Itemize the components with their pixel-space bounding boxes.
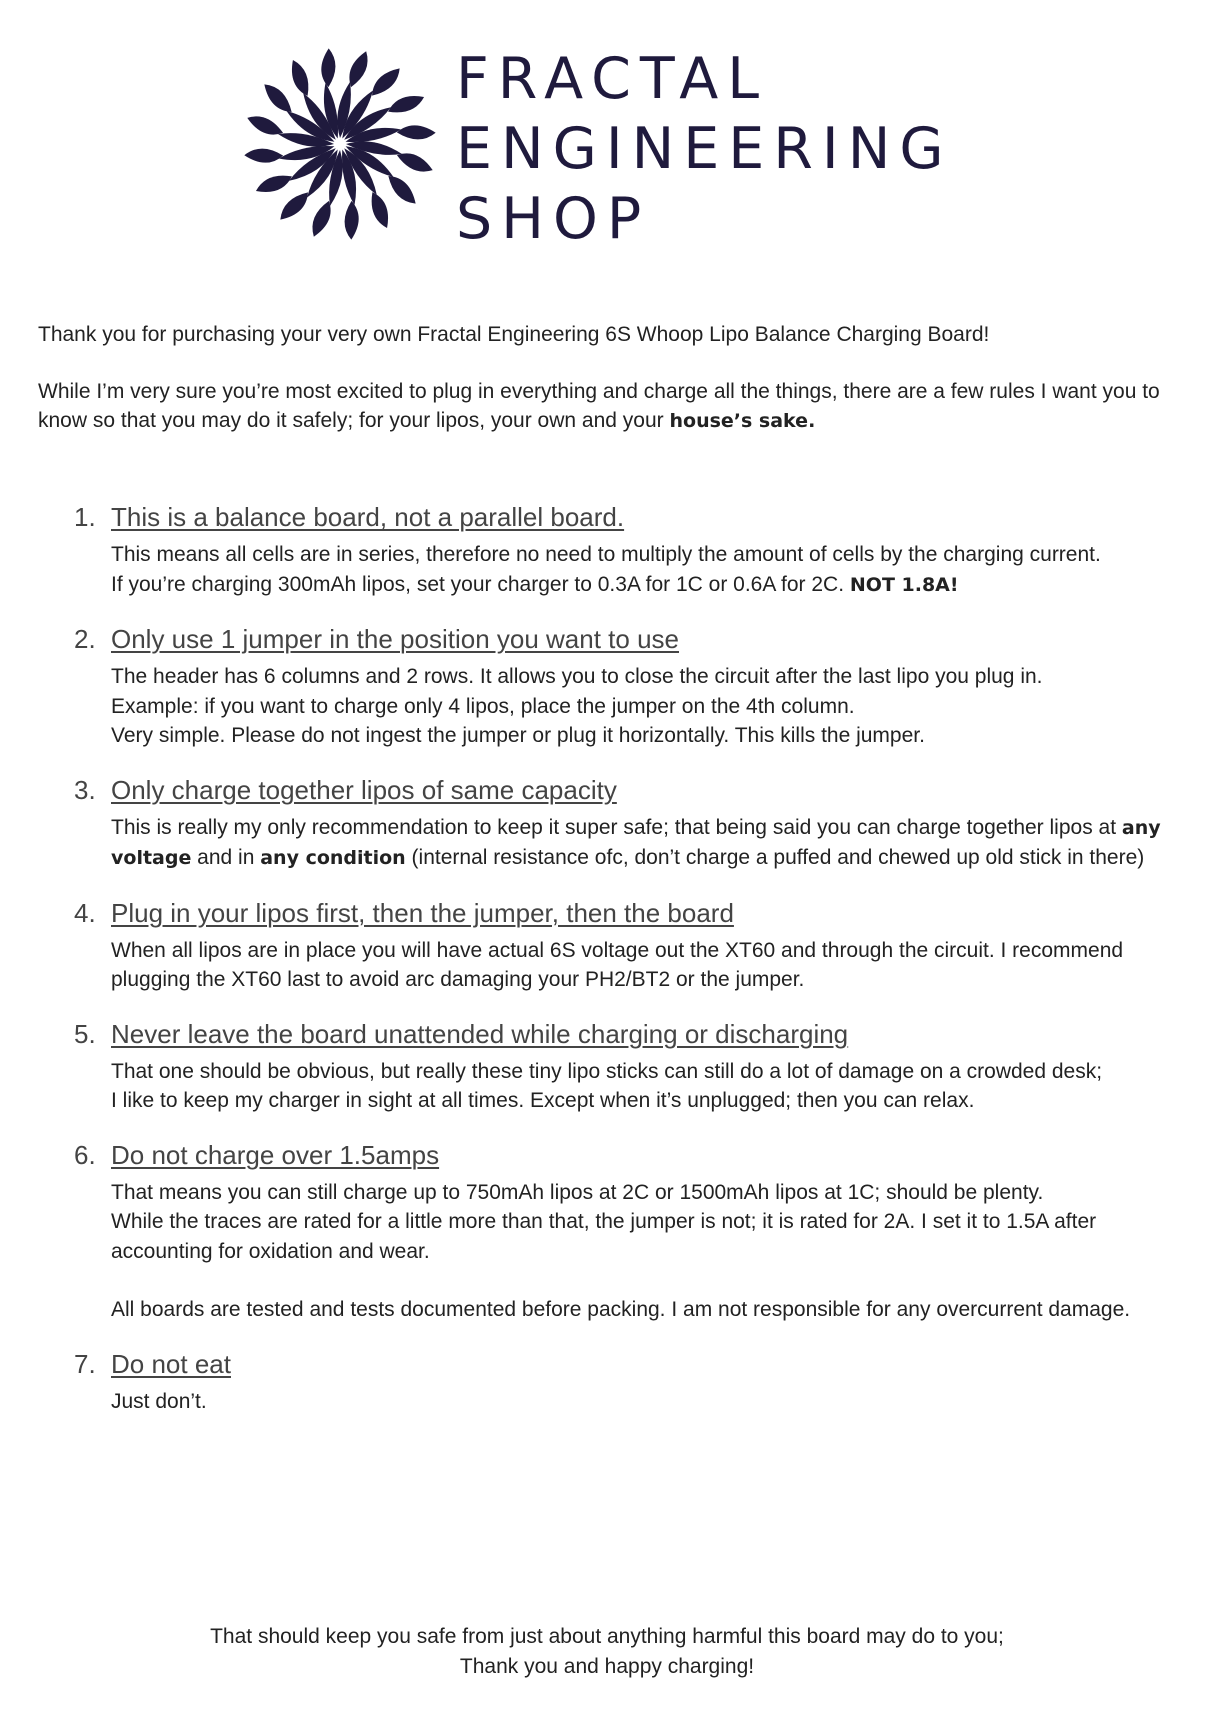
rule-title: Plug in your lipos first, then the jumper, then the board [111,897,734,928]
logo-petal [382,173,422,207]
logo-wordmark [456,44,953,254]
rule-body: When all lipos are in place you will have actual 6S voltage out the XT60 and through the circuit. I recommend plugging the XT60 last to avoid arc damaging your PH2/BT2 or the jumper. [111,938,1124,991]
rule-2 [38,622,1188,751]
rule-number: 7. [74,1348,96,1379]
rule-title: Only use 1 jumper in the position you want to use [111,624,679,654]
intro-paragraph-2: While I’m very sure you’re most excited to plug in everything and charge all the things, there are a few rules I want you to know so that you may do it safely; for your lipos, your own and your house’s sake. [38,380,1160,432]
rule-body: This means all cells are in series, therefore no need to multiply the amount of cells by the charging current. If you’re charging 300mAh lipos, set your charger to 0.3A for 1C or 0.6A for 2C. NOT 1.8A! [111,543,1101,596]
rule-body: That means you can still charge up to 750mAh lipos at 2C or 1500mAh lipos at 1C; should be plenty. While the traces are rated for a little more than that, the jumper is not; it is rated for 2A. I set it to 1.5A after accounting for oxidation and wear. All boards are tested and tests documented before packing. I am not responsible for any overcurrent damage. [111,1180,1131,1321]
rule-number: 5. [74,1018,96,1049]
logo-petal [340,200,363,240]
rule-body: This is really my only recommendation to keep it super safe; that being said you can charge together lipos at any voltage and in any condition (internal resistance ofc, don’t charge a puffed and chewed up old stick in there) [111,815,1161,869]
rule-1 [38,500,1188,600]
logo-petal [283,58,317,98]
document-body [38,320,1188,1438]
logo-petal [363,190,397,230]
rules-list [38,500,1188,1416]
logo-petal [395,151,435,173]
closing-line-2: Thank you and happy charging! [459,1655,755,1678]
rule-5 [38,1017,1188,1116]
header [0,0,1214,260]
rule-title: Do not eat [111,1348,231,1379]
rule-number: 1. [74,502,96,532]
logo-petal [386,87,426,121]
logo-line-shop: SHOP [456,186,651,252]
rule-body: The header has 6 columns and 2 rows. It allows you to close the circuit after the last lipo you plug in. Example: if you want to charge only 4 lipos, place the jumper on the 4th column. Very simple. Please do not ingest the jumper or plug it horizontally. This kills the jumper. [111,665,1043,747]
logo-line-fractal: FRACTAL [456,46,769,112]
rule-6 [38,1138,1188,1325]
logo-petal [317,48,340,88]
rule-number: 4. [74,897,96,928]
rule-title: This is a balance board, not a parallel board. [111,502,625,532]
rule-number: 6. [74,1139,96,1170]
logo-petal [258,81,298,115]
rule-title: Only charge together lipos of same capacity [111,774,617,805]
logo-petal [254,167,294,201]
logo-petal [277,186,311,226]
logo-petal [310,199,332,239]
rule-title: Never leave the board unattended while charging or discharging [111,1018,849,1049]
rule-number: 2. [74,624,96,654]
logo-petal [369,62,403,102]
logo-petal [347,49,369,89]
intro-paragraph-1: Thank you for purchasing your very own Fractal Engineering 6S Whoop Lipo Balance Charging Board! [38,323,990,346]
rule-body: Just don’t. [111,1389,207,1413]
closing-message [0,1622,1214,1682]
logo-line-engineering: ENGINEERING [456,116,953,182]
logo-petal [244,144,284,167]
rule-title: Do not charge over 1.5amps [111,1139,440,1170]
closing-line-1: That should keep you safe from just about anything harmful this board may do to you; [210,1625,1004,1648]
fractal-flower-logo-icon [240,44,440,244]
rule-number: 3. [74,774,96,805]
logo-petal [396,121,436,144]
rule-body: That one should be obvious, but really these tiny lipo sticks can still do a lot of damage on a crowded desk; I like to keep my charger in sight at all times. Except when it’s unplugged; then you can relax. [111,1059,1103,1112]
rule-3 [38,773,1188,874]
logo-petal [245,114,285,136]
rule-7 [38,1347,1188,1417]
rule-4 [38,896,1188,995]
